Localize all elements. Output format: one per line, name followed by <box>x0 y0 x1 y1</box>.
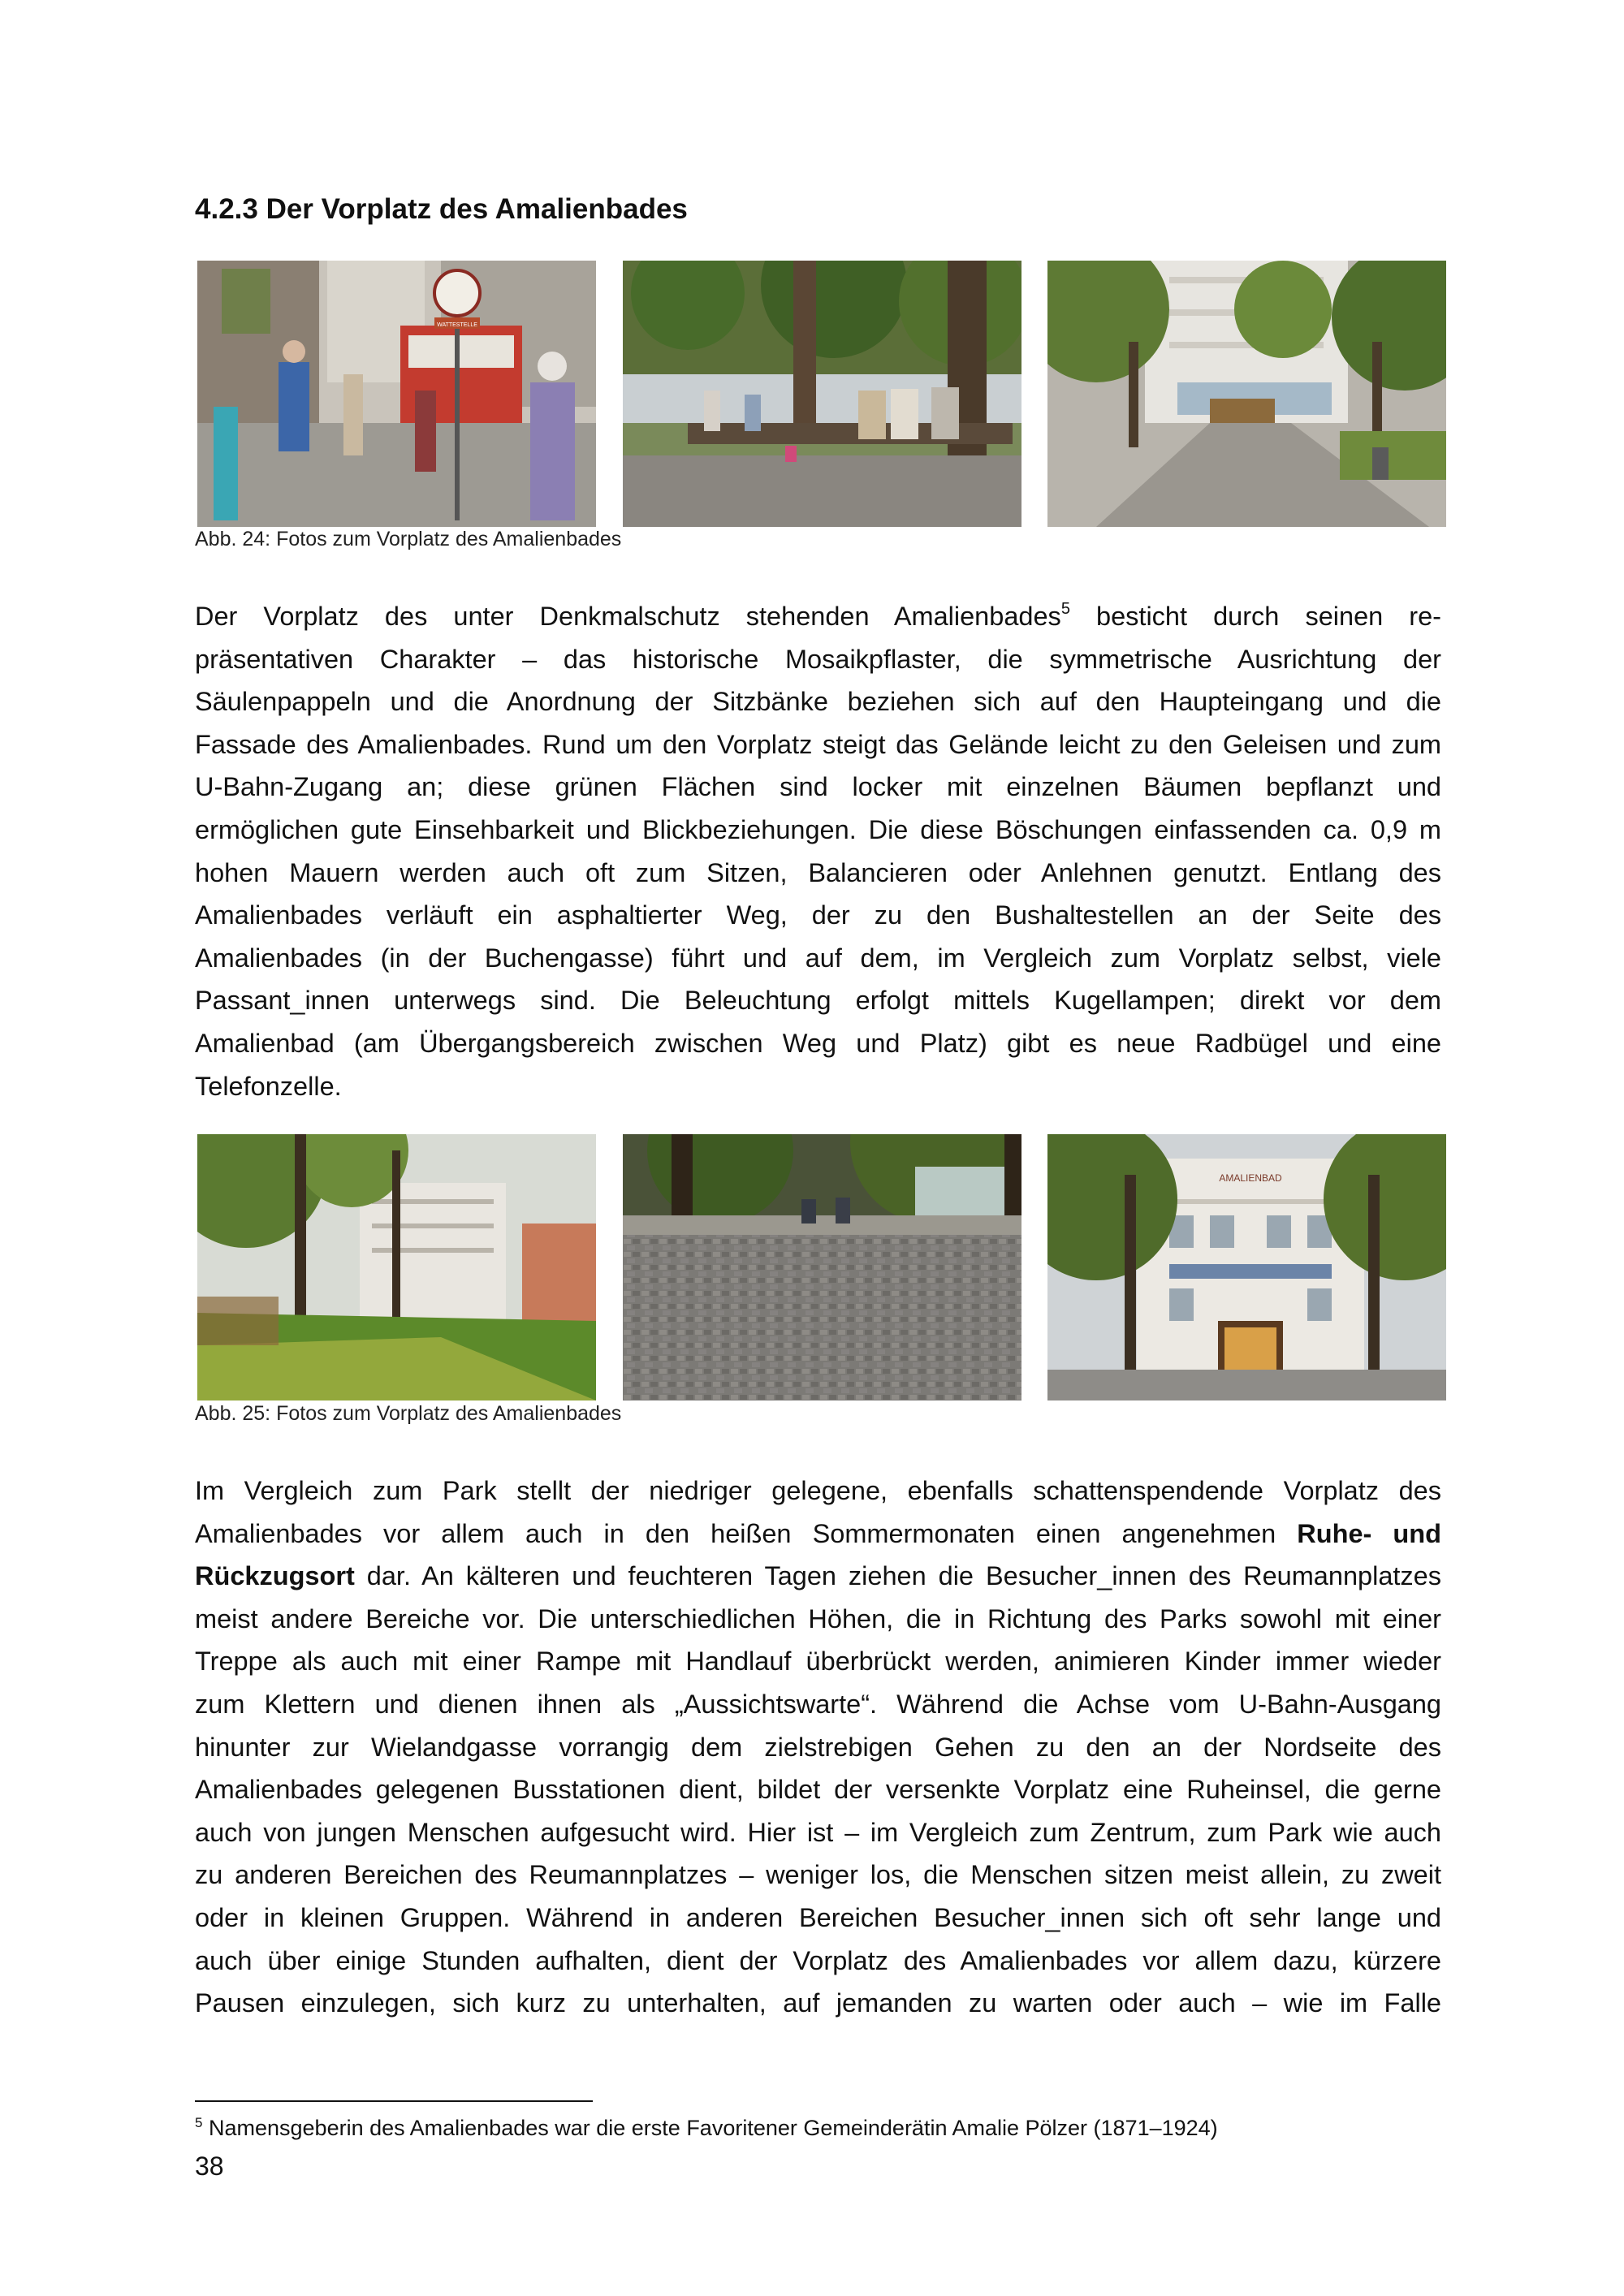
footnote <box>195 2116 1218 2141</box>
paragraph-2-line: zum Klettern und dienen ihnen als „Aussichtswarte“. Während die Achse vom U-Bahn-Ausgang <box>195 1689 1441 1719</box>
footnote-reference: 5 <box>1060 600 1070 618</box>
emphasis-ruhe: Ruhe- und <box>1297 1518 1441 1548</box>
footnote-text: Namensgeberin des Amalienbades war die erste Favoritener Gemeinderätin Amalie Pölzer (1871–1924) <box>208 2116 1218 2140</box>
photo-mosaic-pavement <box>623 1134 1021 1400</box>
paragraph-2-line: auch von jungen Menschen aufgesucht wird. Hier ist – im Vergleich zum Zentrum, zum Park wie auch <box>195 1817 1441 1847</box>
paragraph-2-line: hinunter zur Wielandgasse vorrangig dem zielstrebigen Gehen zu den an der Nordseite des <box>195 1732 1441 1762</box>
sign-label: WATTESTELLE <box>437 322 477 328</box>
paragraph-1 <box>195 595 1441 1107</box>
photo-row-25 <box>197 1134 1446 1400</box>
section-heading: 4.2.3 Der Vorplatz des Amalienbades <box>195 193 688 225</box>
paragraph-1-line: Amalienbad (am Übergangsbereich zwischen Weg und Platz) gibt es neue Radbügel und eine <box>195 1028 1441 1058</box>
paragraph-2-line: zu anderen Bereichen des Reumannplatzes – weniger los, die Menschen sitzen meist allein, zu zweit <box>195 1860 1441 1890</box>
paragraph-1-line: Fassade des Amalienbades. Rund um den Vorplatz steigt das Gelände leicht zu den Geleisen und zum <box>195 729 1441 759</box>
paragraph-1-line-1: Der Vorplatz des unter Denkmalschutz stehenden Amalienbades$^5$ besticht durch seinen re- <box>195 600 1442 631</box>
photo-bus-stop-crowd <box>197 261 596 527</box>
paragraph-2-line: auch über einige Stunden aufhalten, dient der Vorplatz des Amalienbades vor allem dazu, kürzere <box>195 1945 1441 1975</box>
paragraph-2-line: meist andere Bereiche vor. Die unterschiedlichen Höhen, die in Richtung des Parks sowohl mit einer <box>195 1603 1441 1634</box>
paragraph-1-line: präsentativen Charakter – das historische Mosaikpflaster, die symmetrische Ausrichtung der <box>195 644 1441 674</box>
photo-axis-to-facade <box>1047 261 1446 527</box>
paragraph-1-line: Amalienbades verläuft ein asphaltierter Weg, der zu den Bushaltestellen an der Seite des <box>195 900 1441 930</box>
footnote-number: 5 <box>195 2115 203 2130</box>
paragraph-1-line: Telefonzelle. <box>195 1071 342 1101</box>
paragraph-2-line: Amalienbades vor allem auch in den heißen Sommermonaten einen angenehmen Ruhe- und <box>195 1518 1441 1548</box>
photo-amalienbad-facade <box>1047 1134 1446 1400</box>
footnote-separator <box>195 2100 593 2102</box>
paragraph-2 <box>195 1470 1441 2025</box>
photo-seniors-on-bench <box>623 261 1021 527</box>
figure-caption-24: Abb. 24: Fotos zum Vorplatz des Amalienbades <box>195 528 622 550</box>
paragraph-2-line: oder in kleinen Gruppen. Während in anderen Bereichen Besucher_innen sich oft sehr lange und <box>195 1902 1441 1932</box>
paragraph-1-line: Passant_innen unterwegs sind. Die Beleuchtung erfolgt mittels Kugellampen; direkt vor dem <box>195 986 1441 1016</box>
figure-caption-25: Abb. 25: Fotos zum Vorplatz des Amalienbades <box>195 1402 622 1425</box>
paragraph-1-line: Amalienbades (in der Buchengasse) führt und auf dem, im Vergleich zum Vorplatz selbst, viele <box>195 943 1441 973</box>
paragraph-2-line: Im Vergleich zum Park stellt der niedriger gelegene, ebenfalls schattenspendende Vorplatz des <box>195 1476 1441 1505</box>
paragraph-2-line: Treppe als auch mit einer Rampe mit Handlauf überbrückt werden, animieren Kinder immer wieder <box>195 1646 1441 1677</box>
page-number: 38 <box>195 2151 224 2181</box>
paragraph-1-line: hohen Mauern werden auch oft zum Sitzen, Balancieren oder Anlehnen genutzt. Entlang des <box>195 857 1441 887</box>
paragraph-1-line: U-Bahn-Zugang an; diese grünen Flächen sind locker mit einzelnen Bäumen bepflanzt und <box>195 772 1441 802</box>
paragraph-2-line: Amalienbades gelegenen Busstationen dient, bildet der versenkte Vorplatz eine Ruheinsel, die gerne <box>195 1775 1441 1805</box>
paragraph-2-line: Rückzugsort dar. An kälteren und feuchteren Tagen ziehen die Besucher_innen des Reumannplatzes <box>195 1561 1441 1591</box>
facade-lettering: AMALIENBAD <box>1219 1172 1282 1184</box>
emphasis-rueckzugsort: Rückzugsort <box>195 1561 355 1591</box>
photo-lawn-with-trees <box>197 1134 596 1400</box>
paragraph-2-line: Pausen einzulegen, sich kurz zu unterhalten, auf jemanden zu warten oder auch – wie im Falle <box>195 1988 1441 2018</box>
photo-row-24 <box>197 261 1446 527</box>
paragraph-1-line: Säulenpappeln und die Anordnung der Sitzbänke beziehen sich auf den Haupteingang und die <box>195 687 1441 717</box>
paragraph-1-line: ermöglichen gute Einsehbarkeit und Blickbeziehungen. Die diese Böschungen einfassenden ca. 0,9 m <box>195 814 1441 844</box>
